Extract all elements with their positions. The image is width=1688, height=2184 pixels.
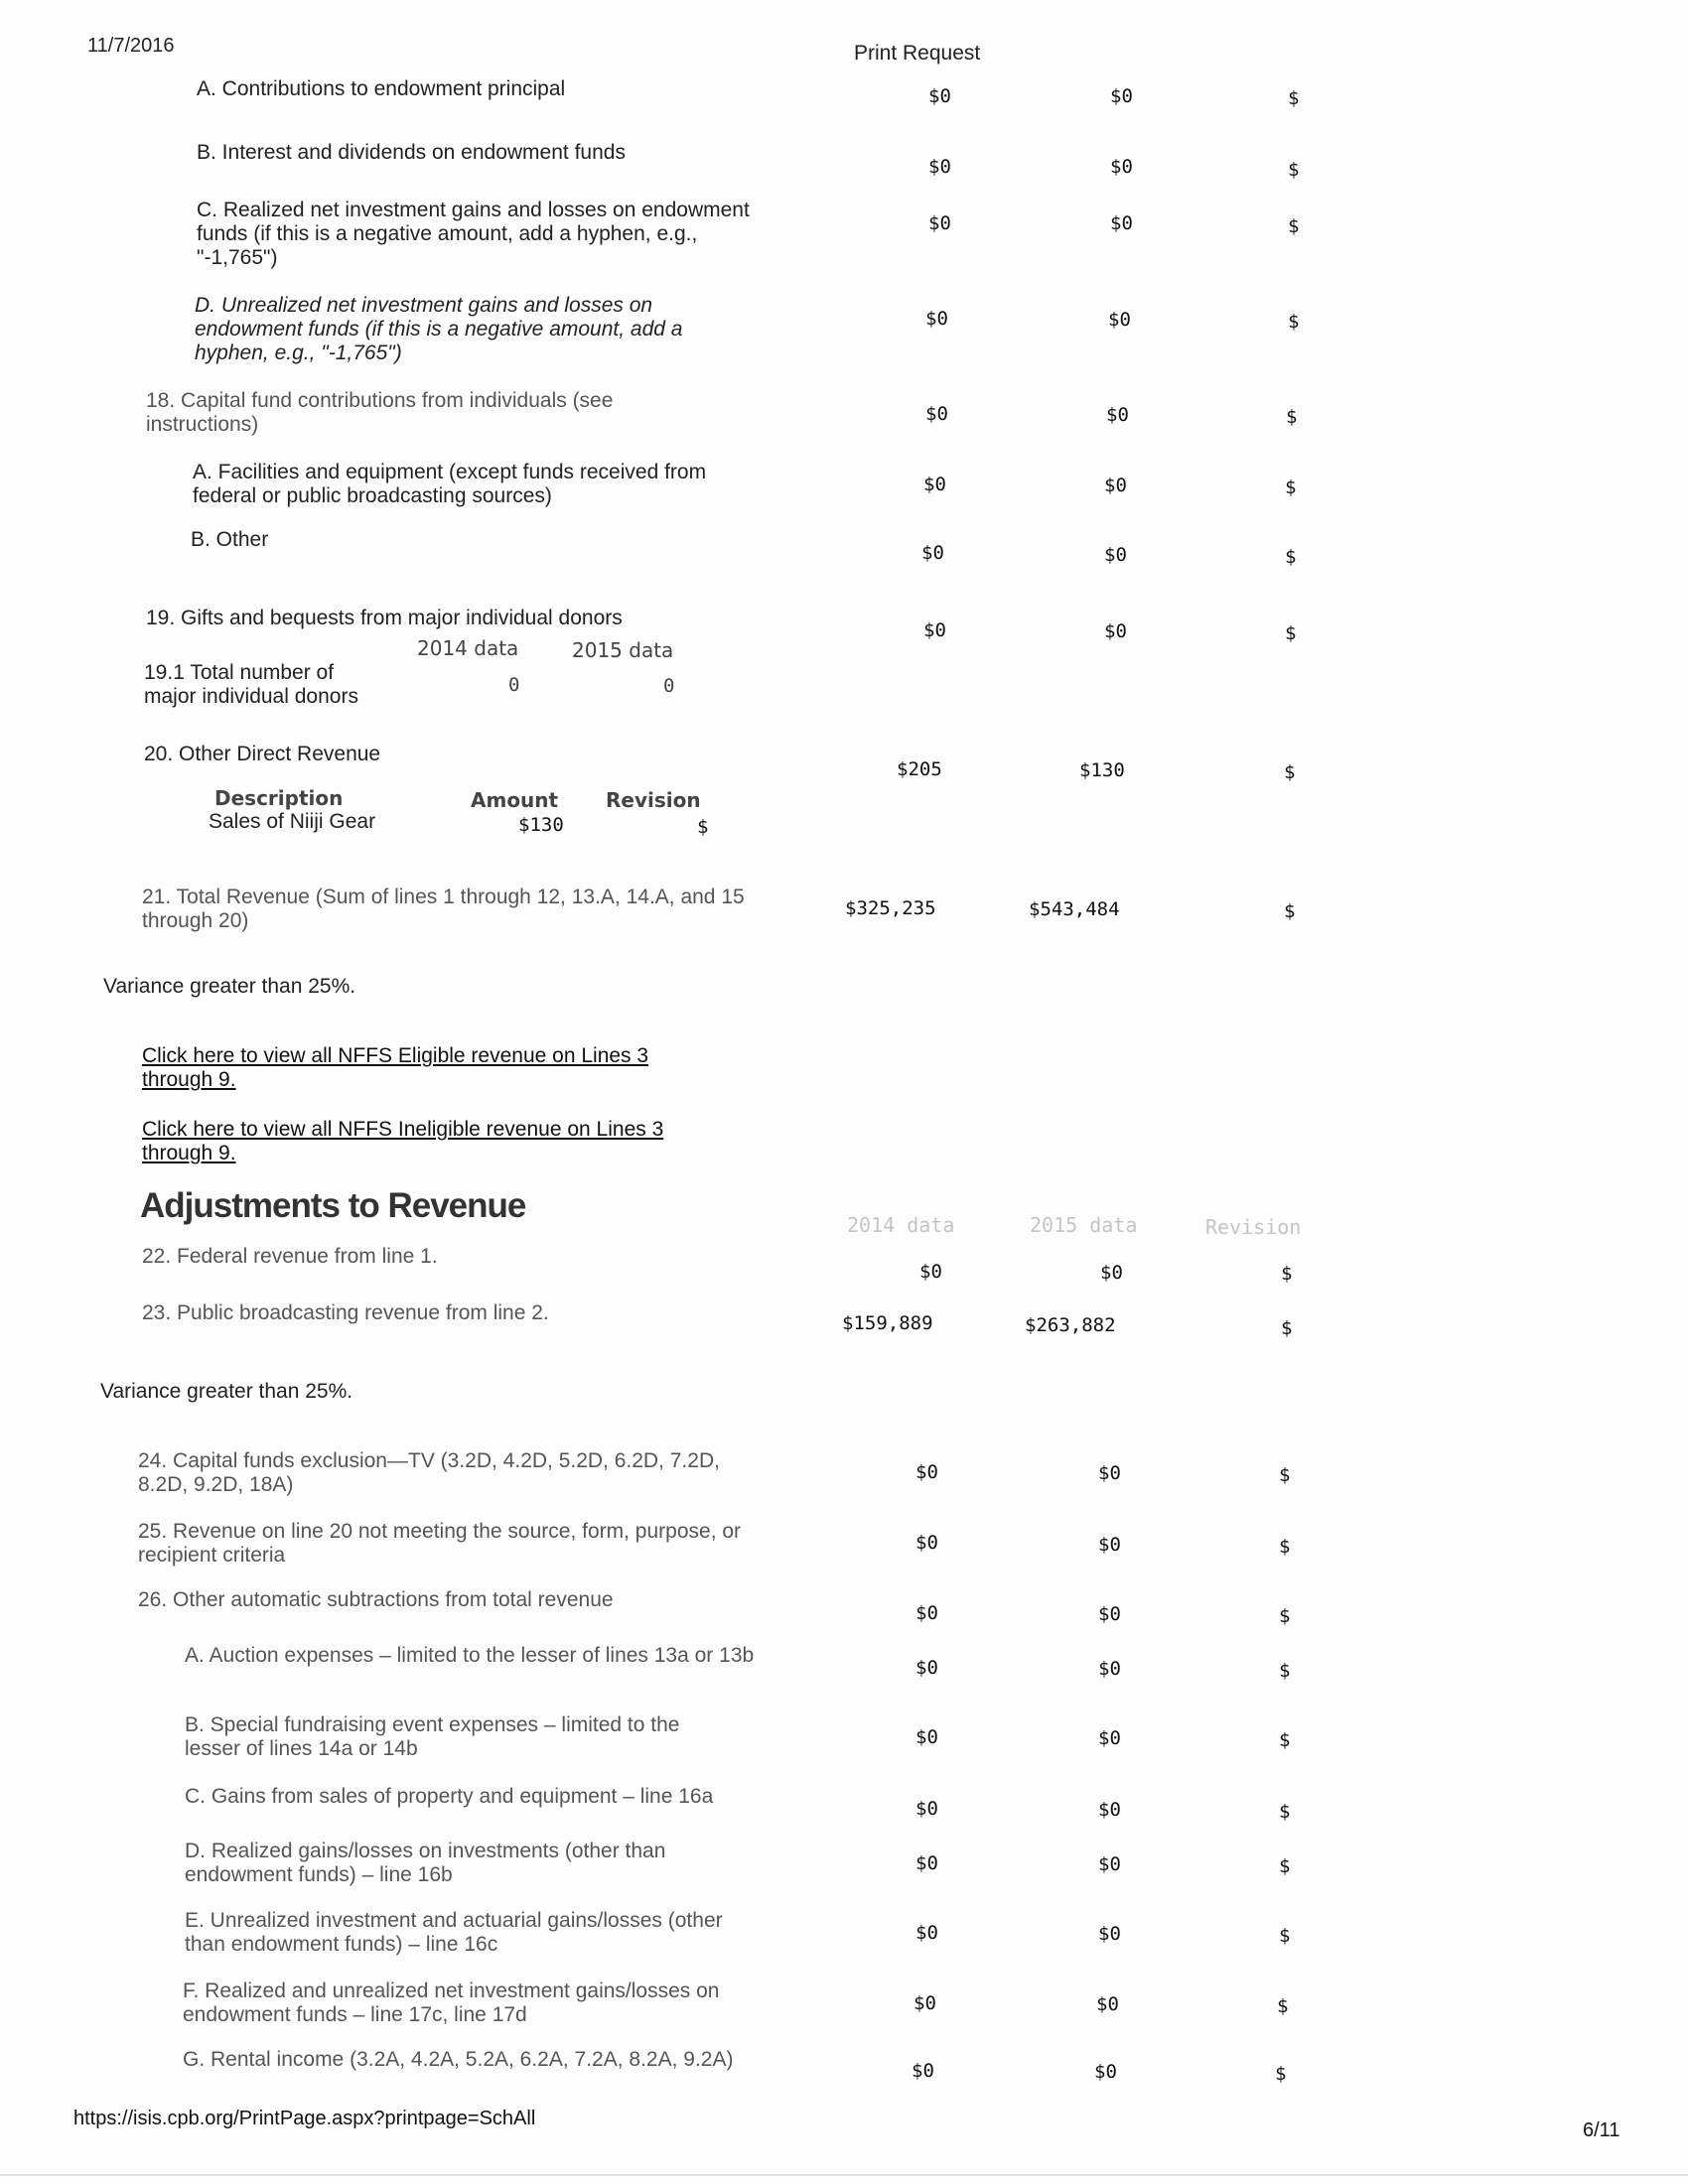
footer-url: https://isis.cpb.org/PrintPage.aspx?printpage=SchAll	[73, 2108, 536, 2129]
value-2014: $0	[928, 212, 951, 234]
revision-input[interactable]: $	[1277, 1995, 1289, 2017]
value-2015: $0	[1110, 212, 1133, 234]
row-label: 26. Other automatic subtractions from total revenue	[138, 1588, 614, 1611]
row-label: A. Facilities and equipment (except funds received from federal or public broadcasting sources)	[193, 461, 707, 507]
nffs-ineligible-link[interactable]: Click here to view all NFFS Ineligible revenue on Lines 3 through 9.	[142, 1118, 664, 1164]
donors-col-2015: 2015 data	[572, 638, 674, 662]
revision-input[interactable]: $	[1288, 311, 1300, 333]
value-2014: $0	[915, 1602, 938, 1624]
revision-input[interactable]: $	[1285, 546, 1297, 568]
value-2014: $0	[921, 542, 944, 564]
value-2015: $0	[1094, 2061, 1117, 2083]
row-label: B. Other	[191, 528, 269, 551]
variance-warning: Variance greater than 25%.	[100, 1380, 353, 1403]
row-label: 20. Other Direct Revenue	[144, 743, 381, 765]
value-2014: $0	[923, 619, 946, 641]
row-label: 18. Capital fund contributions from individuals (see instructions)	[146, 389, 614, 436]
revision-input[interactable]: $	[1285, 477, 1297, 498]
row-label: A. Auction expenses – limited to the lesser of lines 13a or 13b	[185, 1644, 755, 1667]
value-2014: $0	[915, 1532, 938, 1554]
row-label: D. Unrealized net investment gains and losses on endowment funds (if this is a negative amount, add a hyphen, e.g., "-1,765")	[195, 294, 683, 364]
row-label: C. Gains from sales of property and equipment – line 16a	[185, 1785, 714, 1808]
row-label: 22. Federal revenue from line 1.	[142, 1245, 438, 1268]
description-header: Description	[214, 786, 344, 810]
value-2015: $0	[1098, 1923, 1121, 1945]
revision-input[interactable]: $	[1286, 406, 1298, 428]
revision-input[interactable]: $	[1279, 1660, 1291, 1682]
value-2014: $0	[925, 308, 948, 330]
revision-input[interactable]: $	[1279, 1605, 1291, 1627]
value-2015: $0	[1098, 1658, 1121, 1680]
other-revenue-amount: $130	[518, 814, 564, 836]
value-2014: $0	[915, 1922, 938, 1944]
value-2014: $0	[915, 1726, 938, 1748]
print-title: Print Request	[854, 42, 981, 65]
value-2015: $130	[1079, 759, 1125, 781]
value-2015: $0	[1098, 1603, 1121, 1625]
col-header-2014: 2014 data	[847, 1213, 955, 1237]
revision-input[interactable]: $	[1275, 2063, 1287, 2085]
value-2014: $205	[897, 758, 942, 780]
value-2015: $0	[1098, 1799, 1121, 1821]
row-label: B. Special fundraising event expenses – limited to the lesser of lines 14a or 14b	[185, 1713, 680, 1760]
value-2014: $159,889	[842, 1312, 933, 1334]
revision-input[interactable]: $	[1288, 87, 1300, 109]
value-2014: $0	[928, 85, 951, 107]
nffs-eligible-link[interactable]: Click here to view all NFFS Eligible revenue on Lines 3 through 9.	[142, 1044, 649, 1091]
value-2015: $0	[1100, 1262, 1123, 1284]
row-label: A. Contributions to endowment principal	[197, 77, 566, 100]
row-label: G. Rental income (3.2A, 4.2A, 5.2A, 6.2A, 7.2A, 8.2A, 9.2A)	[183, 2048, 734, 2071]
row-label: 21. Total Revenue (Sum of lines 1 through 12, 13.A, 14.A, and 15 through 20)	[142, 886, 745, 932]
donors-col-2014: 2014 data	[417, 636, 519, 660]
row-label: B. Interest and dividends on endowment funds	[197, 141, 626, 164]
row-label: 25. Revenue on line 20 not meeting the source, form, purpose, or recipient criteria	[138, 1520, 742, 1567]
value-2015: $0	[1096, 1993, 1119, 2015]
revision-input[interactable]: $	[1279, 1801, 1291, 1823]
col-header-revision: Revision	[1205, 1215, 1302, 1239]
value-2015: $0	[1104, 544, 1127, 566]
value-2015: $0	[1108, 309, 1131, 331]
revision-header: Revision	[606, 788, 701, 812]
revision-input[interactable]: $	[1279, 1729, 1291, 1751]
revision-input[interactable]: $	[1279, 1536, 1291, 1558]
value-2015: $263,882	[1025, 1314, 1116, 1336]
revision-input[interactable]: $	[1281, 1317, 1293, 1339]
row-label: E. Unrealized investment and actuarial gains/losses (other than endowment funds) – line 16c	[185, 1909, 723, 1956]
value-2015: $0	[1106, 404, 1129, 426]
value-2015: $0	[1098, 1462, 1121, 1484]
row-label: D. Realized gains/losses on investments (other than endowment funds) – line 16b	[185, 1840, 666, 1886]
value-2014: $0	[912, 2060, 934, 2082]
value-2015: $0	[1110, 156, 1133, 178]
value-2014: $0	[923, 474, 946, 495]
col-header-2015: 2015 data	[1030, 1213, 1138, 1237]
value-2015: $0	[1098, 1853, 1121, 1875]
value-2014: $0	[915, 1852, 938, 1874]
revision-input[interactable]: $	[1284, 761, 1296, 783]
value-2014: $0	[915, 1461, 938, 1483]
amount-header: Amount	[471, 788, 559, 812]
section-title: Adjustments to Revenue	[140, 1186, 526, 1225]
other-revenue-description: Sales of Niiji Gear	[209, 810, 376, 833]
donors-2014-input[interactable]: 0	[508, 674, 520, 696]
row-label: F. Realized and unrealized net investment gains/losses on endowment funds – line 17c, line 17d	[183, 1979, 720, 2026]
bottom-border	[0, 2174, 1688, 2176]
row-label: C. Realized net investment gains and losses on endowment funds (if this is a negative amount, add a hyphen, e.g., "-1,765")	[197, 199, 750, 269]
revision-input[interactable]: $	[1288, 215, 1300, 237]
value-2014: $0	[925, 403, 948, 425]
revision-input[interactable]: $	[1281, 1263, 1293, 1285]
value-2015: $543,484	[1029, 898, 1120, 920]
value-2015: $0	[1104, 475, 1127, 496]
row-label: 19. Gifts and bequests from major individual donors	[146, 607, 623, 629]
value-2014: $0	[919, 1261, 942, 1283]
revision-input[interactable]: $	[1288, 159, 1300, 181]
value-2014: $0	[928, 156, 951, 178]
revision-input[interactable]: $	[1285, 622, 1297, 644]
value-2014: $0	[915, 1657, 938, 1679]
value-2015: $0	[1098, 1727, 1121, 1749]
value-2015: $0	[1098, 1534, 1121, 1556]
revision-input[interactable]: $	[1279, 1925, 1291, 1947]
revision-input[interactable]: $	[1284, 900, 1296, 922]
donors-label: 19.1 Total number of major individual donors	[144, 661, 358, 708]
donors-2015-input[interactable]: 0	[663, 675, 675, 697]
print-date: 11/7/2016	[87, 35, 175, 57]
value-2015: $0	[1104, 620, 1127, 642]
value-2014: $0	[914, 1992, 936, 2014]
row-label: 23. Public broadcasting revenue from line 2.	[142, 1301, 549, 1324]
row-label: 24. Capital funds exclusion—TV (3.2D, 4.2D, 5.2D, 6.2D, 7.2D, 8.2D, 9.2D, 18A)	[138, 1449, 720, 1496]
value-2014: $0	[915, 1798, 938, 1820]
other-revenue-revision-input[interactable]: $	[697, 816, 709, 838]
revision-input[interactable]: $	[1279, 1464, 1291, 1486]
page-number: 6/11	[1583, 2119, 1620, 2141]
value-2015: $0	[1110, 85, 1133, 107]
variance-warning: Variance greater than 25%.	[103, 975, 356, 998]
value-2014: $325,235	[845, 897, 936, 919]
revision-input[interactable]: $	[1279, 1855, 1291, 1877]
